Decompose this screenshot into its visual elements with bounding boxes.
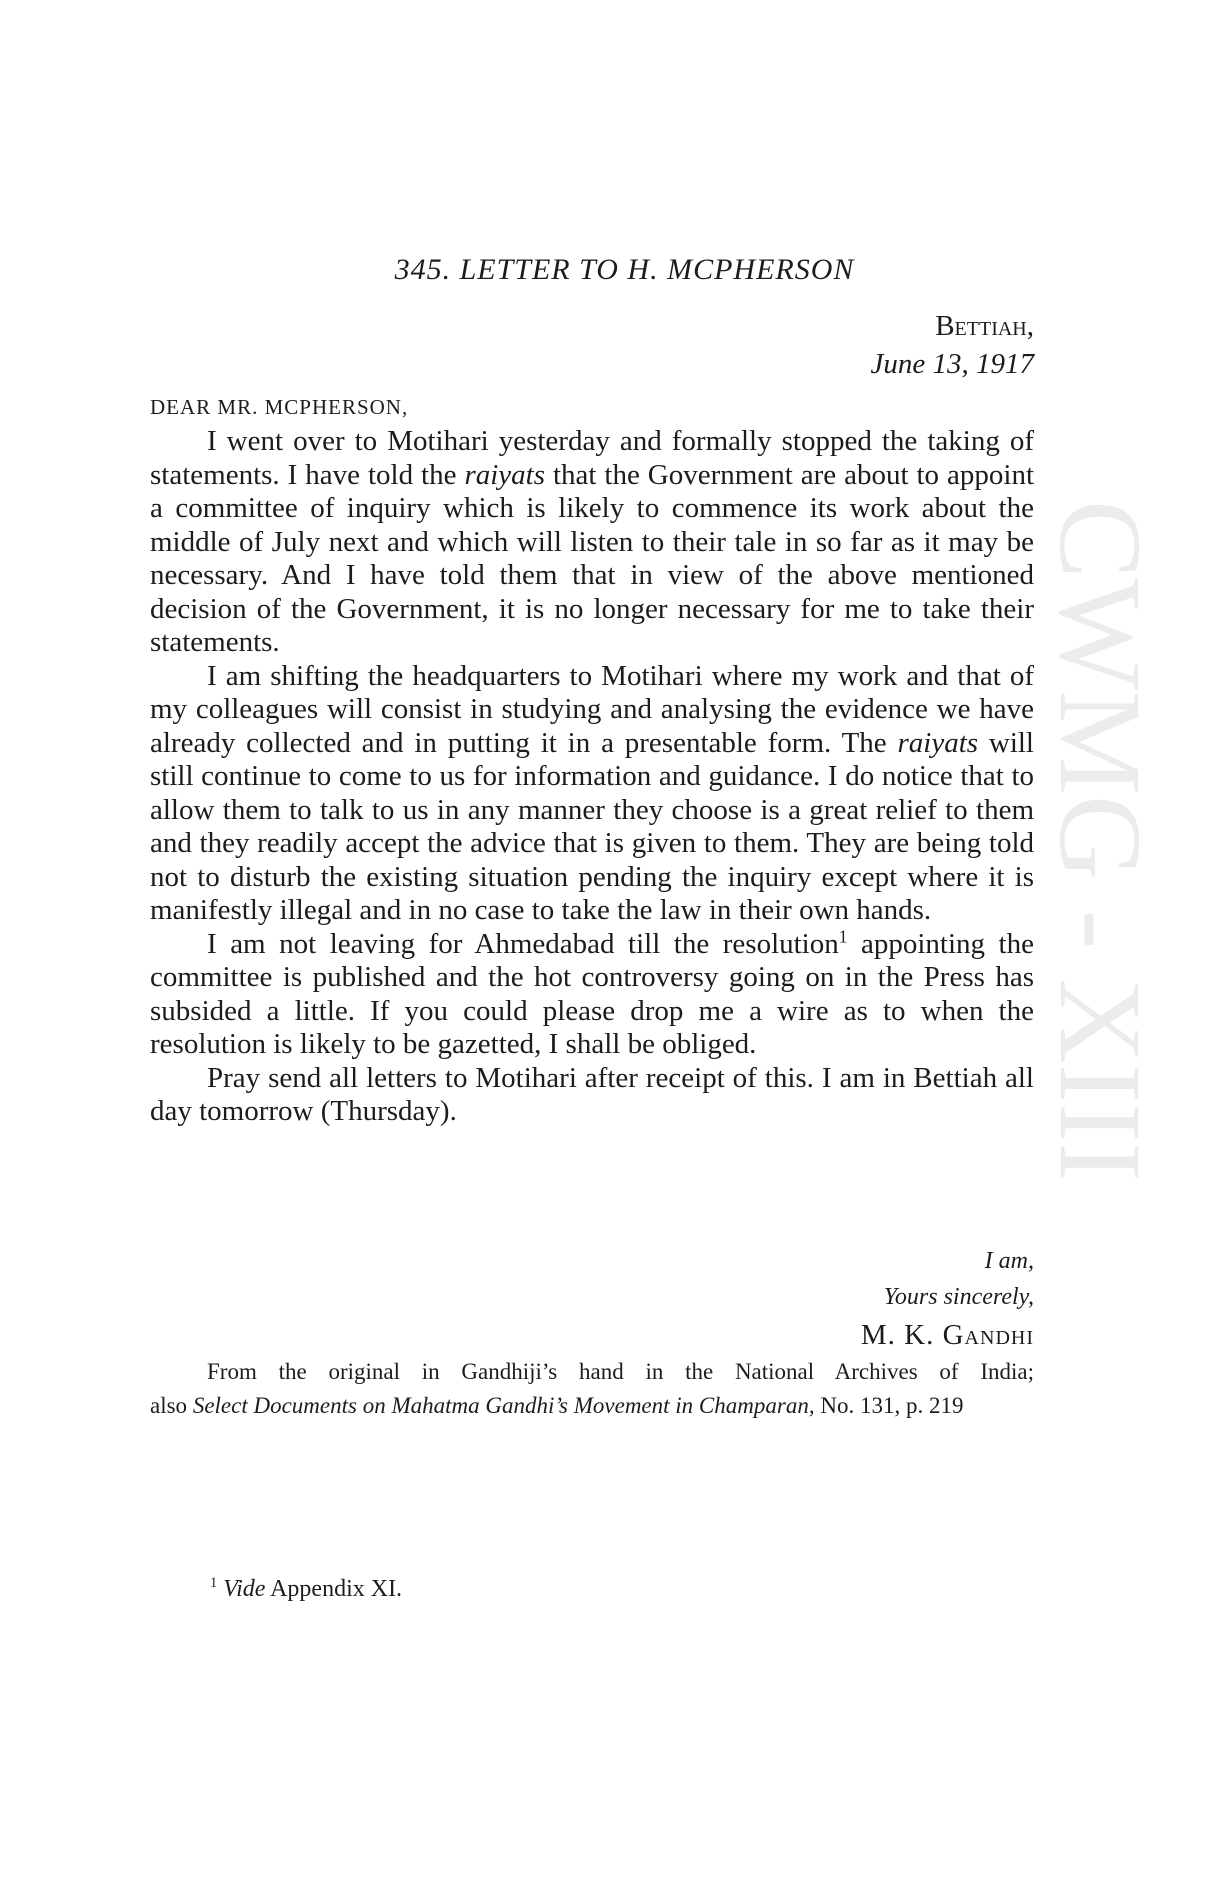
source-line-1: From the original in Gandhiji’s hand in the National Archives of India; — [207, 1359, 1034, 1384]
raiyats-term: raiyats — [464, 458, 545, 491]
letter-title: 345. LETTER TO H. MCPHERSON — [394, 253, 855, 286]
paragraph-2-text-b: will still continue to come to us for information and guidance. I do notice that to allow them to talk to us in any manner they choose is a great relief to them and they readily accept the advice that is given to them. They are being told not to disturb the existing situation pending the inquiry except where it is manifestly illegal and in no case to take the law in their own hands. — [150, 726, 1034, 926]
closing-block — [861, 1243, 1034, 1355]
date: June 13, 1917 — [870, 348, 1034, 380]
paragraph-1-text-a: I went over to Motihari yesterday and formally stopped the taking of statements. I have told the — [150, 425, 1034, 491]
closing-line-2: Yours sincerely, — [883, 1284, 1034, 1310]
paragraph-1 — [150, 425, 1034, 660]
place-date-block — [871, 307, 1035, 383]
source-line-2 — [150, 1389, 1034, 1423]
source-note — [150, 1355, 1034, 1423]
paragraph-2-text-a: I am shifting the headquarters to Motihari where my work and that of my colleagues will consist in studying and analysing the evidence we have already collected and in putting it in a presentable form. The — [150, 659, 1034, 759]
paragraph-2 — [150, 660, 1034, 928]
salutation: DEAR MR. MCPHERSON, — [150, 395, 409, 419]
source-also: also — [150, 1393, 193, 1418]
closing-line-1: I am, — [984, 1248, 1034, 1274]
paragraph-3-text-b: appointing the committee is published and the hot controversy going on in the Press has subsided a little. If you could please drop me a wire as to when the resolution is likely to be gazetted, I shall be obliged. — [150, 927, 1034, 1060]
source-book-title: Select Documents on Mahatma Gandhi’s Movement in Champaran, — [192, 1393, 815, 1418]
watermark — [1035, 500, 1166, 1400]
footnote-text: Appendix XI. — [265, 1576, 403, 1602]
place: Bettiah, — [935, 310, 1034, 342]
footnote-reference[interactable]: 1 — [838, 925, 848, 946]
paragraph-1-text-b: that the Government are about to appoint a committee of inquiry which is likely to commence its work about the middle of July next and which will listen to their tale in so far as it may be necessary. And I have told them that in view of the above mentioned decision of the Government, it is no longer necessary for me to take their statements. — [150, 458, 1034, 658]
source-reference: No. 131, p. 219 — [814, 1393, 964, 1418]
footnote-mark: 1 — [210, 1575, 218, 1591]
signature: M. K. Gandhi — [860, 1319, 1034, 1351]
paragraph-4: Pray send all letters to Motihari after receipt of this. I am in Bettiah all day tomorrow (Thursday). — [150, 1061, 1034, 1127]
footnote-vide: Vide — [223, 1576, 266, 1602]
footnote — [210, 1576, 402, 1603]
paragraph-3-text-a: I am not leaving for Ahmedabad till the resolution — [207, 927, 839, 960]
paragraph-3 — [150, 925, 1034, 1062]
raiyats-term: raiyats — [897, 726, 979, 759]
watermark-text: CWMG - XIII — [1035, 500, 1166, 1182]
letter-body — [150, 425, 1034, 1129]
